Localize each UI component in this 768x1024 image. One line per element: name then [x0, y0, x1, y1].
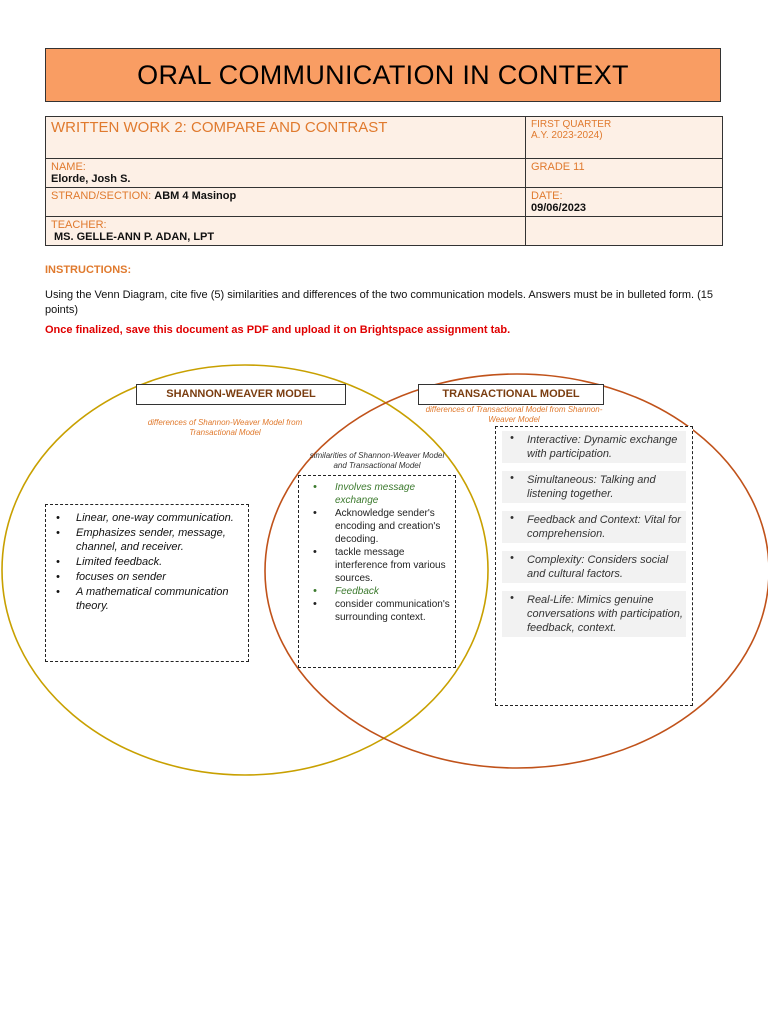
written-work-title: WRITTEN WORK 2: COMPARE AND CONTRAST — [51, 119, 388, 136]
middle-list — [299, 481, 455, 624]
name-value: Elorde, Josh S. — [51, 173, 131, 185]
instructions-note: Once finalized, save this document as PDF and upload it on Brightspace assignment tab. — [45, 324, 511, 336]
list-item: • Limited feedback. — [46, 555, 248, 569]
teacher-cell — [46, 217, 526, 246]
list-item: • Interactive: Dynamic exchange with participation. — [502, 431, 686, 463]
strand-cell — [46, 188, 526, 217]
page-title: ORAL COMMUNICATION IN CONTEXT — [137, 59, 629, 90]
quarter-cell — [526, 117, 723, 159]
empty-cell — [526, 217, 723, 246]
list-item: • Real-Life: Mimics genuine conversations with participation, feedback, context. — [502, 591, 686, 637]
list-item: • Emphasizes sender, message, channel, and receiver. — [46, 526, 248, 554]
quarter-label: FIRST QUARTER — [531, 119, 612, 130]
left-caption: differences of Shannon-Weaver Model from Transactional Model — [147, 418, 303, 437]
title-banner — [45, 48, 721, 102]
list-item: • focuses on sender — [46, 570, 248, 584]
name-cell — [46, 159, 526, 188]
right-differences-box — [495, 426, 693, 706]
right-caption: differences of Transactional Model from Shannon-Weaver Model — [425, 405, 603, 424]
info-table — [45, 116, 723, 246]
date-cell — [526, 188, 723, 217]
school-year-label: A.Y. 2023-2024) — [531, 130, 603, 141]
date-label: DATE: — [531, 190, 563, 202]
middle-caption: similarities of Shannon-Weaver Model and Transactional Model — [309, 451, 445, 470]
strand-value: ABM 4 Masinop — [154, 190, 237, 202]
name-label: NAME: — [51, 161, 86, 173]
list-item: • Simultaneous: Talking and listening together. — [502, 471, 686, 503]
list-item: • Feedback and Context: Vital for comprehension. — [502, 511, 686, 543]
transactional-label: TRANSACTIONAL MODEL — [418, 384, 604, 405]
list-item: • A mathematical communication theory. — [46, 585, 248, 613]
list-item: • Feedback — [299, 585, 455, 598]
written-work-cell — [46, 117, 526, 159]
left-differences-box — [45, 504, 249, 662]
list-item: • tackle message interference from various sources. — [299, 546, 455, 585]
list-item: • Involves message exchange — [299, 481, 455, 507]
list-item: • Linear, one-way communication. — [46, 511, 248, 525]
instructions-heading: INSTRUCTIONS: — [45, 264, 132, 276]
instructions-body: Using the Venn Diagram, cite five (5) similarities and differences of the two communication models. Answers must be in bulleted form. (15 points) — [45, 289, 714, 316]
list-item: • Complexity: Considers social and cultural factors. — [502, 551, 686, 583]
grade-cell — [526, 159, 723, 188]
left-list — [46, 511, 248, 613]
list-item: • Acknowledge sender's encoding and creation's decoding. — [299, 507, 455, 546]
teacher-value: MS. GELLE-ANN P. ADAN, LPT — [54, 231, 215, 243]
similarities-box — [298, 475, 456, 668]
grade-label: GRADE 11 — [531, 161, 585, 173]
date-value: 09/06/2023 — [531, 202, 587, 214]
strand-label: STRAND/SECTION: — [51, 190, 152, 202]
shannon-weaver-label: SHANNON-WEAVER MODEL — [136, 384, 346, 405]
right-list — [502, 431, 686, 637]
teacher-label: TEACHER: — [51, 219, 107, 231]
list-item: • consider communication's surrounding context. — [299, 598, 455, 624]
